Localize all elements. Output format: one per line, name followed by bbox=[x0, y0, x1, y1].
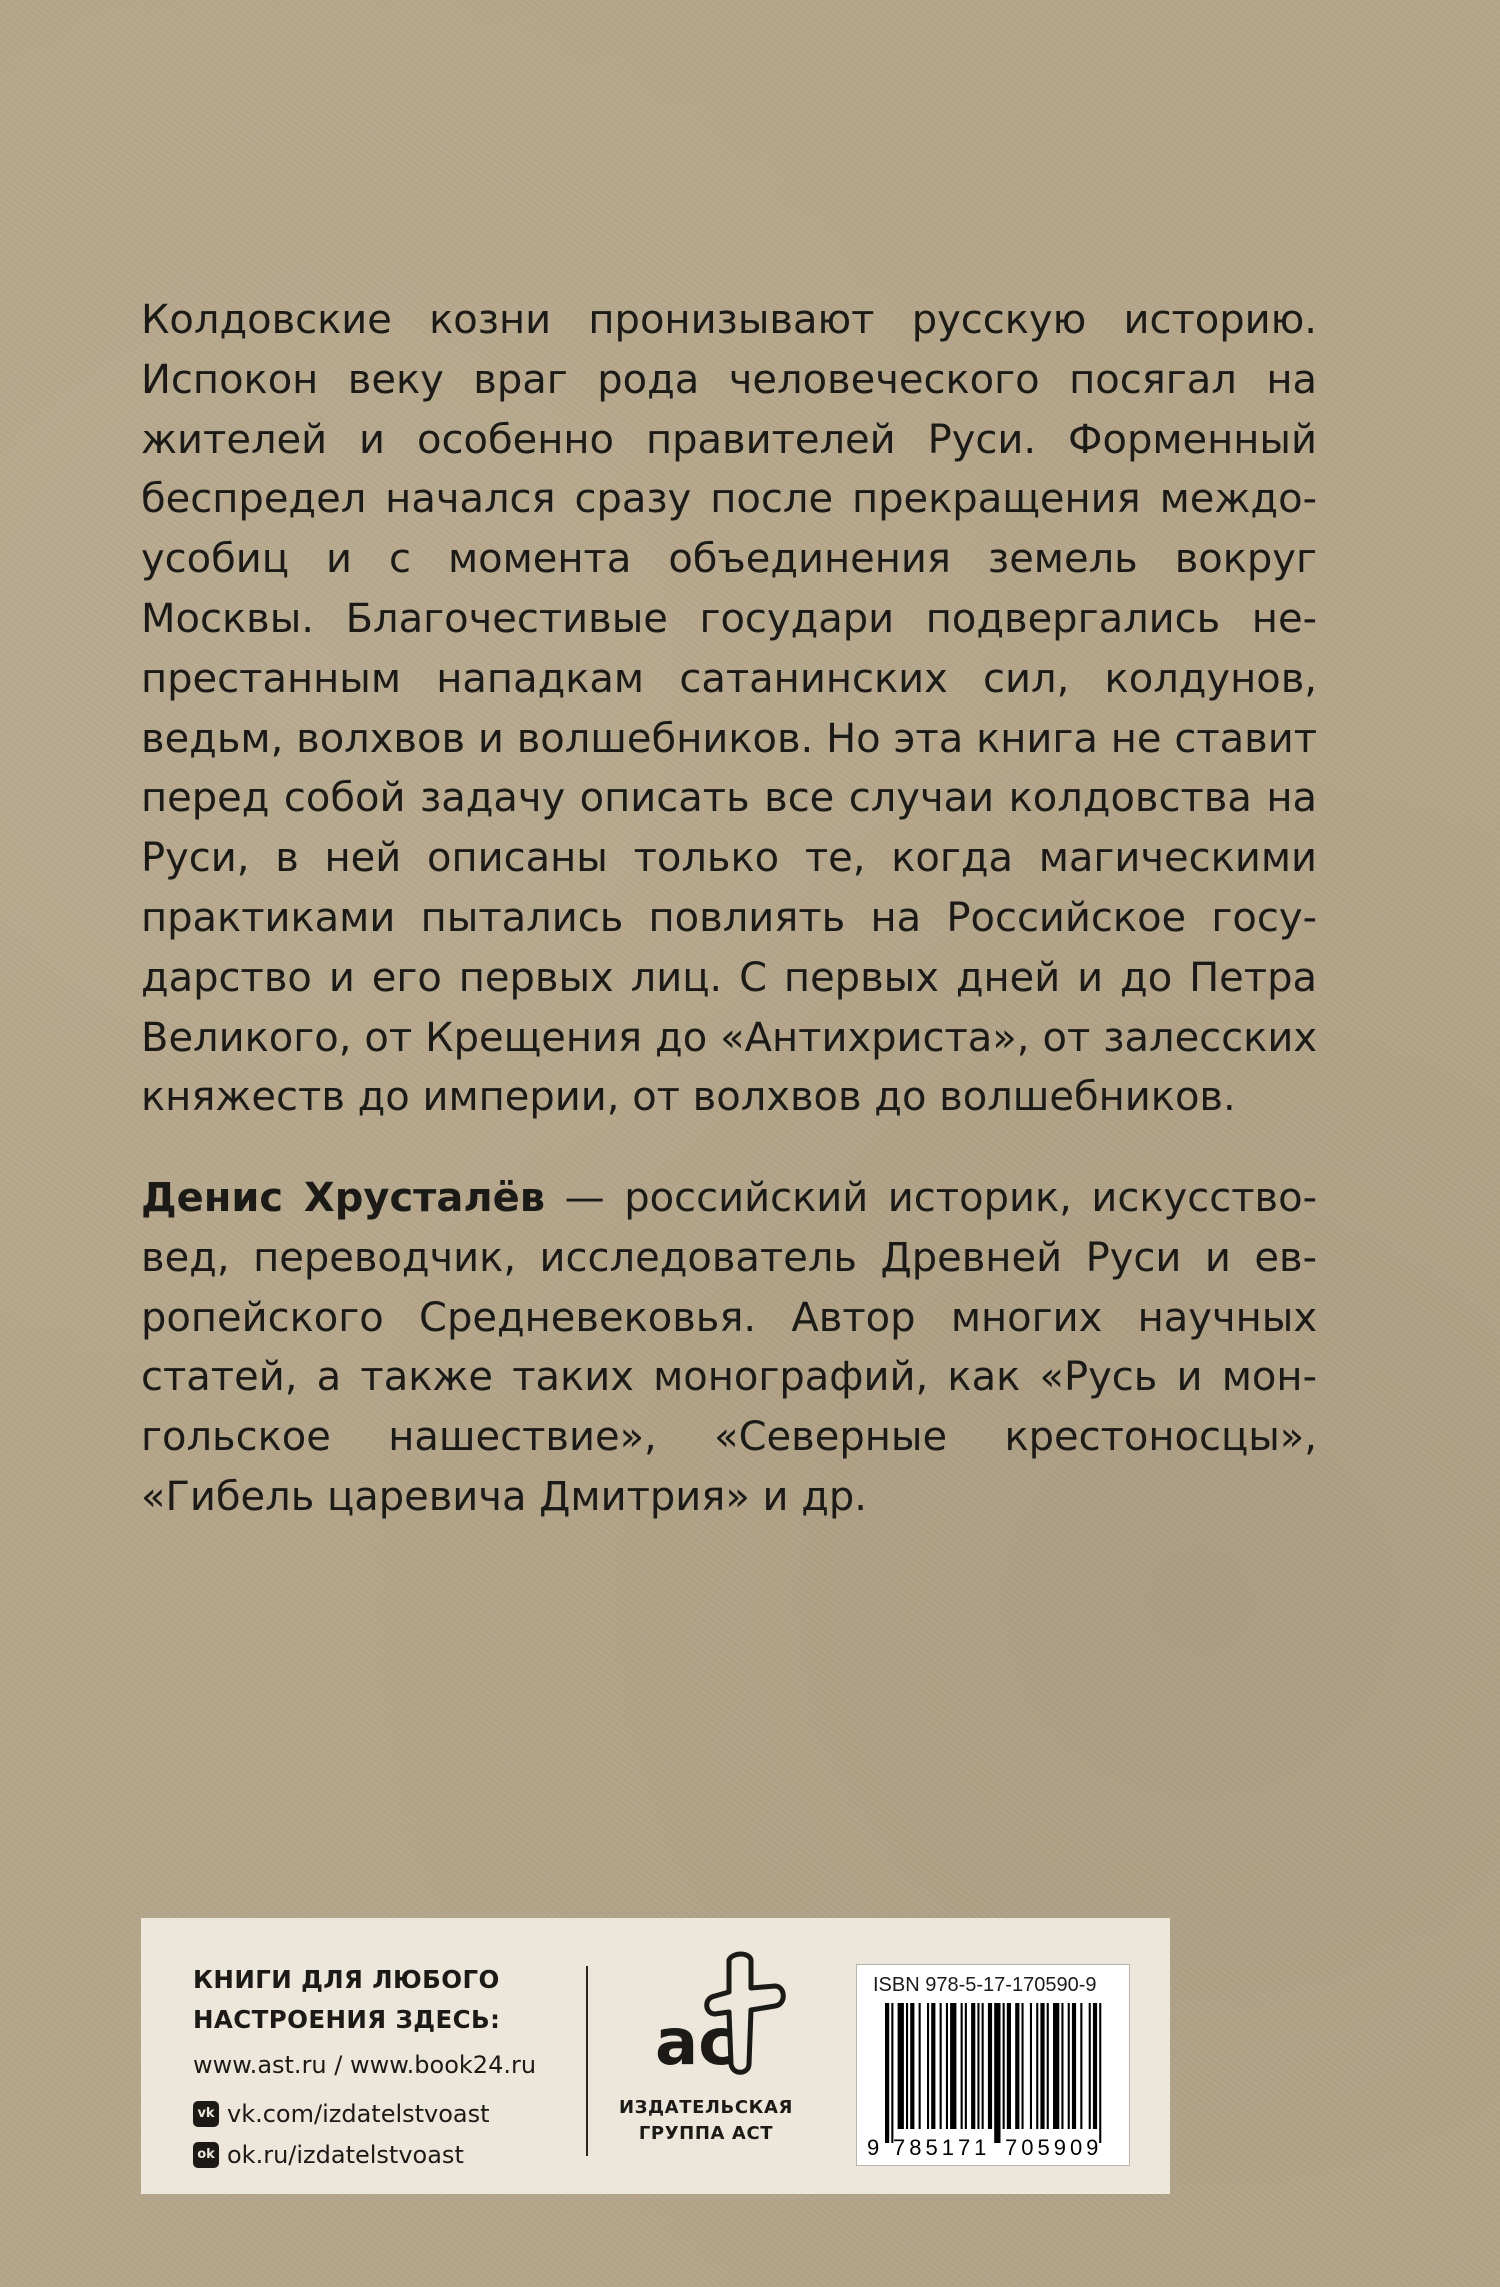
barcode-bar bbox=[906, 2003, 908, 2129]
barcode-bar bbox=[1061, 2003, 1063, 2129]
barcode-bar bbox=[1093, 2003, 1097, 2129]
barcode-bar bbox=[950, 2003, 956, 2129]
barcode-bar bbox=[1040, 2003, 1044, 2129]
barcode-bar bbox=[1053, 2003, 1059, 2129]
promo-heading bbox=[193, 1960, 553, 2040]
barcode-bar bbox=[961, 2003, 963, 2129]
barcode-bar bbox=[994, 2003, 1000, 2143]
author-bio bbox=[141, 1169, 1317, 1528]
publisher-websites[interactable]: www.ast.ru / www.book24.ru bbox=[193, 2051, 537, 2079]
barcode-bar bbox=[965, 2003, 967, 2129]
barcode-bar bbox=[1030, 2003, 1032, 2129]
publisher-name-line2: ГРУППА АСТ bbox=[638, 2123, 774, 2144]
barcode-left-digits: 785171 bbox=[893, 2135, 991, 2160]
barcode-bar bbox=[946, 2003, 948, 2129]
footer-panel bbox=[141, 1918, 1170, 2194]
barcode-image bbox=[863, 1965, 1125, 2165]
ok-link[interactable]: ok.ru/izdatelstvoast bbox=[227, 2141, 464, 2169]
publisher-logo-text: ac bbox=[655, 2006, 737, 2080]
barcode-bar bbox=[988, 2003, 992, 2129]
barcode-bar bbox=[1072, 2003, 1076, 2129]
barcode-bar bbox=[1003, 2003, 1005, 2129]
isbn-number: ISBN 978-5-17-170590-9 bbox=[873, 1974, 1097, 1996]
barcode-bar bbox=[971, 2003, 975, 2129]
panel-divider bbox=[586, 1966, 588, 2156]
isbn-barcode bbox=[856, 1964, 1130, 2166]
barcode-bar bbox=[1089, 2003, 1091, 2129]
barcode-bar bbox=[891, 2003, 893, 2143]
promo-heading-line2: НАСТРОЕНИЯ ЗДЕСЬ: bbox=[193, 2005, 501, 2034]
vk-icon: vk bbox=[193, 2101, 219, 2127]
barcode-bar bbox=[982, 2003, 984, 2129]
barcode-bar bbox=[1022, 2003, 1024, 2129]
vk-link[interactable]: vk.com/izdatelstvoast bbox=[227, 2100, 490, 2128]
barcode-bar bbox=[1047, 2003, 1049, 2129]
barcode-bar bbox=[977, 2003, 979, 2129]
barcode-bar bbox=[1036, 2003, 1038, 2129]
barcode-bar bbox=[885, 2003, 889, 2143]
promo-heading-line1: КНИГИ ДЛЯ ЛЮБОГО bbox=[193, 1965, 500, 1994]
barcode-bar bbox=[1068, 2003, 1070, 2129]
barcode-bar bbox=[1080, 2003, 1082, 2129]
ok-icon: ok bbox=[193, 2142, 219, 2168]
barcode-right-digits: 705909 bbox=[1005, 2135, 1103, 2160]
book-annotation: Колдовские козни пронизывают русскую историю. Испокон веку враг рода человеческого посягал на жителей и особенно правителей Руси. Форменный беспредел начался сразу после прекращения междоусобиц и с момента объединения земель вокруг Москвы. Благочестивые государи подвергались непрестанным нападкам сатанинских сил, колдунов, ведьм, волхвов и волшебников. Но эта книга не ставит перед собой задачу описать все случаи колдовства на Руси, в ней описаны только те, когда магическими практиками пытались повлиять на Российское государство и его первых лиц. С первых дней и до Петра Великого, от Крещения до «Антихриста», от залесских княжеств до империи, от волхвов до волшебников. bbox=[141, 297, 1317, 1121]
barcode-bar bbox=[931, 2003, 935, 2129]
author-bio-text: — российский историк, искусствовед, переводчик, исследователь Древней Руси и европейского Средневековья. Автор многих научных статей, а также таких монографий, как «Русь и монгольское нашествие», «Северные крестоносцы», «Гибель царевича Дмитрия» и др. bbox=[141, 1175, 1317, 1520]
barcode-bar bbox=[898, 2003, 904, 2129]
publisher-name-line1: ИЗДАТЕЛЬСКАЯ bbox=[619, 2097, 793, 2118]
barcode-bar bbox=[1099, 2003, 1101, 2143]
author-name: Денис Хрусталёв bbox=[141, 1175, 546, 1221]
barcode-bar bbox=[927, 2003, 929, 2129]
barcode-bar bbox=[1015, 2003, 1019, 2129]
barcode-bar bbox=[919, 2003, 921, 2129]
barcode-first-digit: 9 bbox=[867, 2135, 880, 2160]
publisher-logo bbox=[611, 1946, 801, 2116]
barcode-bar bbox=[1007, 2003, 1011, 2129]
barcode-bar bbox=[940, 2003, 942, 2129]
barcode-bar bbox=[910, 2003, 914, 2129]
